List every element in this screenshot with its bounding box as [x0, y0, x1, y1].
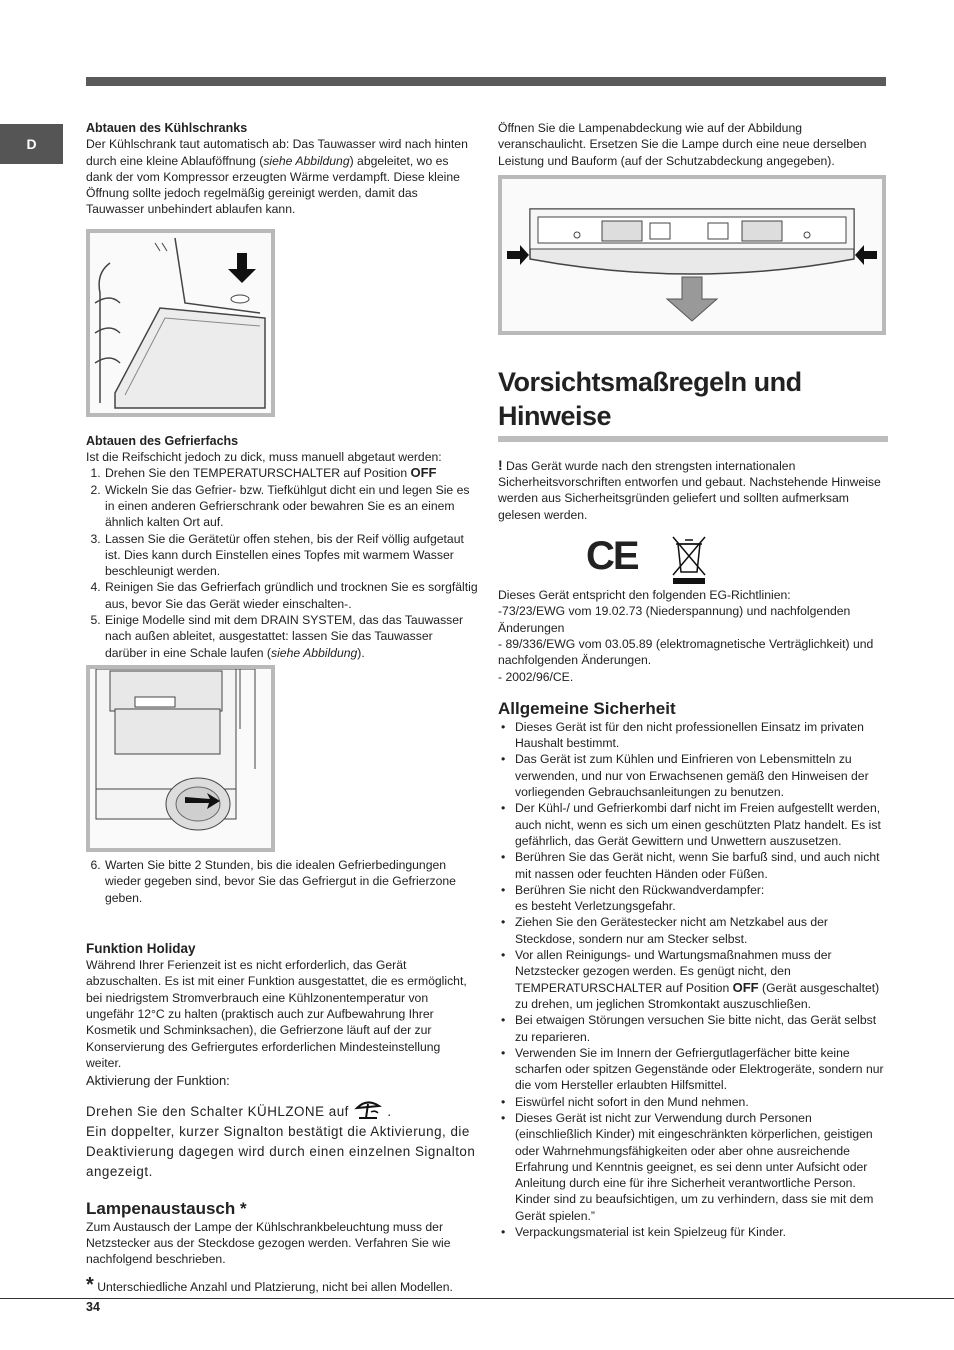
ce-mark: CE	[586, 534, 638, 579]
freezer-drain-figure	[86, 665, 275, 852]
eg-directive-2: - 89/336/EWG vom 03.05.89 (elektromagnetische Verträglichkeit) und nachfolgenden Änderungen.	[498, 636, 874, 668]
list-item	[515, 947, 888, 1012]
list-item: 4. Reinigen Sie das Gefrierfach gründlich und trocknen Sie es sorgfältig aus, bevor Sie das Gerät wieder einschalten-.	[104, 579, 478, 612]
defrost-steps-continued	[86, 857, 478, 906]
list-item: • Verpackungsmaterial ist kein Spielzeug für Kinder.	[515, 1224, 888, 1240]
language-tab	[0, 124, 63, 164]
text-italic: siehe Abbildung	[263, 153, 350, 168]
holiday-text: Während Ihrer Ferienzeit ist es nicht erforderlich, das Gerät abzuschalten. Es ist mit einer Funktion ausgestattet, die es ermöglicht, bei niedrigstem Stromverbrauch eine Kühlzonentemperatur von ungefähr 12°C zu halten (praktisch auch zur Aufbewahrung Ihrer Kosmetik und Schminksachen), die Gefrierzone läuft auf der zur Konservierung des Gefriergutes erforderlichen Mindesteinstellung weiter.	[86, 958, 467, 1070]
holiday-signal-text: Ein doppelter, kurzer Signalton bestätigt die Aktivierung, die Deaktivierung dagegen wird durch einen einzelnen Signalton angezeigt.	[86, 1123, 476, 1179]
section-title-holiday: Funktion Holiday	[86, 940, 196, 956]
list-item: 2. Wickeln Sie das Gefrier- bzw. Tiefkühlgut dicht ein und legen Sie es in einen anderen Gefrierschrank oder bewahren Sie es an einem ähnlich kalten Ort auf.	[104, 482, 478, 531]
section-title-lamp: Lampenaustausch *	[86, 1198, 247, 1218]
eg-directive-3: - 2002/96/CE.	[498, 669, 574, 684]
holiday-activation: Aktivierung der Funktion:	[86, 1073, 230, 1089]
section-title-general-safety: Allgemeine Sicherheit	[498, 698, 676, 718]
list-item	[515, 882, 888, 915]
footnote-text: Unterschiedliche Anzahl und Platzierung, nicht bei allen Modellen.	[97, 1280, 453, 1295]
lamp-cover-illustration	[502, 179, 882, 331]
text-part: es besteht Verletzungsgefahr.	[515, 899, 676, 914]
section-title-freezer-defrost: Abtauen des Gefrierfachs	[86, 433, 239, 448]
safety-list	[498, 719, 888, 1241]
list-item: • Das Gerät ist zum Kühlen und Einfrieren von Lebensmitteln zu verwenden, und nur von Erwachsenen gemäß den Hinweisen der vorliegenden Gebrauchsanleitungen zu benutzen.	[515, 751, 888, 800]
list-item: • Eiswürfel nicht sofort in den Mund nehmen.	[515, 1094, 888, 1110]
text-part: Berühren Sie nicht den Rückwandverdampfer:	[515, 882, 765, 897]
page-title: Vorsichtsmaßregeln und Hinweise	[498, 366, 802, 431]
list-item: • Dieses Gerät ist für den nicht professionellen Einsatz im privaten Haushalt bestimmt.	[515, 719, 888, 752]
eg-directive-1: -73/23/EWG vom 19.02.73 (Niederspannung) und nachfolgenden Änderungen	[498, 604, 851, 635]
list-item: • Verwenden Sie im Innern der Gefriergutlagerfächer bitte keine scharfen oder spitzen Gegenstände oder Elektrogeräte, sondern nur die vom Hersteller erlaubten Hilfsmittel.	[515, 1045, 888, 1094]
lamp-intro-text: Zum Austausch der Lampe der Kühlschrankbeleuchtung muss der Netzstecker aus der Steckdose gezogen werden. Verfahren Sie wie nachfolgend beschrieben.	[86, 1219, 451, 1267]
eg-intro: Dieses Gerät entspricht den folgenden EG-Richtlinien:	[498, 588, 791, 603]
holiday-turn-text: Drehen Sie den Schalter KÜHLZONE auf .	[86, 1098, 478, 1122]
compliance-marks	[586, 534, 888, 584]
top-rule	[86, 77, 886, 86]
text-part: Drehen Sie den Schalter KÜHLZONE auf	[86, 1103, 349, 1119]
list-item: 6. Warten Sie bitte 2 Stunden, bis die idealen Gefrierbedingungen wieder gegeben sind, bevor Sie das Gefriergut in die Gefrierzone geben.	[104, 857, 478, 906]
language-label: D	[26, 136, 37, 152]
text-italic: siehe Abbildung	[271, 645, 358, 660]
fridge-drain-illustration	[90, 233, 271, 413]
freezer-drain-illustration	[90, 669, 271, 848]
text-part: (Gerät ausgeschaltet) zu drehen, um jeglichen Stromkontakt auszuschließen.	[515, 980, 880, 1011]
footnote	[86, 1274, 478, 1297]
list-item: • Dieses Gerät ist nicht zur Verwendung durch Personen (einschließlich Kinder) mit eingeschränkten körperlichen, geistigen oder Wahrnehmungsfähigkeiten oder aber ohne ausreichende Erfahrung und Kenntnis geeignet, es sei denn unter Aufsicht oder Anleitung durch eine für ihre Sicherheit verantwortliche Person. Kinder sind zu beaufsichtigen, um zu verhindern, dass sie mit dem Gerät spielen.”	[515, 1110, 888, 1224]
fridge-defrost-text	[86, 136, 478, 217]
left-column	[86, 120, 478, 1296]
text-part: Vor allen Reinigungs- und Wartungsmaßnahmen muss der Netzstecker gezogen werden. Es genügt nicht, den TEMPERATURSCHALTER auf Position	[515, 948, 832, 995]
text-part: Einige Modelle sind mit dem DRAIN SYSTEM, das das Tauwasser nach außen ableitet, ausgestattet: lassen Sie das Tauwasser darüber in eine Schale laufen (	[105, 613, 464, 660]
list-item: • Der Kühl-/ und Gefrierkombi darf nicht im Freien aufgestellt werden, auch nicht, wenn es sich um einen geschützten Platz handelt. Es ist gefährlich, das Gerät Gewittern und Unwettern auszusetzen.	[515, 800, 888, 849]
title-underline	[498, 436, 888, 442]
list-item	[104, 465, 478, 481]
text-part: Drehen Sie den TEMPERATURSCHALTER auf Position	[105, 466, 411, 481]
fridge-drain-figure	[86, 229, 275, 417]
lamp-cover-figure	[498, 175, 886, 335]
text-part: ) abgeleitet, wo es dank der vom Kompressor erzeugten Wärme verdampft. Diese kleine Öffnung sollte jedoch regelmäßig gereinigt werden, damit das Tauwasser unbehindert ablaufen kann.	[86, 153, 460, 217]
list-item: • Berühren Sie das Gerät nicht, wenn Sie barfuß sind, und auch nicht mit nassen oder feuchten Händen oder Füßen.	[515, 849, 888, 882]
holiday-umbrella-icon	[353, 1098, 383, 1120]
footnote-star: *	[86, 1274, 94, 1297]
off-label: OFF	[732, 979, 759, 995]
list-item: • Ziehen Sie den Gerätestecker nicht am Netzkabel aus der Steckdose, sondern nur am Stecker selbst.	[515, 914, 888, 947]
section-title-fridge-defrost: Abtauen des Kühlschranks	[86, 121, 248, 135]
defrost-steps	[86, 465, 478, 661]
text-part: Das Gerät wurde nach den strengsten internationalen Sicherheitsvorschriften entworfen und gebaut. Nachstehende Hinweise werden aus Sicherheitsgründen geliefert und sollten aufmerksam gelesen werden.	[498, 458, 881, 522]
lamp-replace-text: Öffnen Sie die Lampenabdeckung wie auf der Abbildung veranschaulicht. Ersetzen Sie die Lampe durch eine neue derselben Leistung und Bauform (auf der Schutzabdeckung angegeben).	[498, 121, 867, 168]
bottom-rule	[0, 1298, 954, 1299]
list-item: • Bei etwaigen Störungen versuchen Sie bitte nicht, das Gerät selbst zu reparieren.	[515, 1012, 888, 1045]
warning-mark: !	[498, 456, 503, 473]
off-label: OFF	[410, 465, 437, 481]
warning-text	[498, 457, 888, 523]
page-number: 34	[86, 1300, 100, 1314]
text-part: ).	[357, 645, 365, 660]
weee-bin-icon	[670, 534, 708, 584]
freezer-defrost-intro: Ist die Reifschicht jedoch zu dick, muss manuell abgetaut werden:	[86, 450, 442, 465]
text-part: Der Kühlschrank taut automatisch ab: Das Tauwasser wird nach hinten durch eine kleine Ablauföffnung (	[86, 137, 468, 168]
list-item	[104, 612, 478, 661]
right-column	[498, 120, 888, 1240]
list-item: 3. Lassen Sie die Gerätetür offen stehen, bis der Reif völlig aufgetaut ist. Dies kann durch Einstellen eines Topfes mit warmem Wasser beschleunigt werden.	[104, 531, 478, 580]
